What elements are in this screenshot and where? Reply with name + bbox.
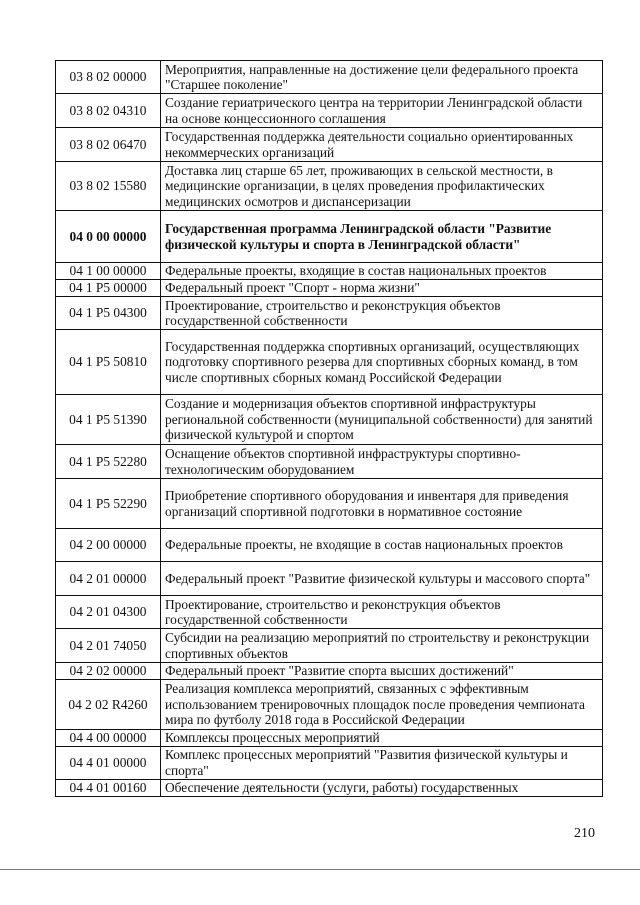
row-name: Федеральные проекты, входящие в состав национальных проектов: [161, 263, 603, 280]
row-name: Государственная поддержка спортивных организаций, осуществляющих подготовку спортивного резерва для спортивных сборных команд, в том числе спортивных сборных команд Российской Федерации: [161, 330, 603, 395]
row-name: Федеральный проект "Развитие спорта высших достижений": [161, 663, 603, 680]
row-code: 04 1 P5 52290: [56, 479, 161, 529]
table-row: [56, 162, 603, 211]
budget-classification-table: [55, 60, 603, 797]
table-row: [56, 746, 603, 779]
row-code: 04 2 01 74050: [56, 629, 161, 663]
row-code: 04 4 01 00000: [56, 746, 161, 779]
table-row: [56, 128, 603, 162]
row-name: Доставка лиц старше 65 лет, проживающих в сельской местности, в медицинские организации, в целях проведения профилактических медицинских осмотров и диспансеризации: [161, 162, 603, 211]
table-row: [56, 663, 603, 680]
table-row: [56, 680, 603, 730]
table-row: [56, 94, 603, 128]
row-code: 04 2 02 00000: [56, 663, 161, 680]
row-code: 04 1 00 00000: [56, 263, 161, 280]
row-name: Федеральный проект "Развитие физической культуры и массового спорта": [161, 562, 603, 596]
row-name: Субсидии на реализацию мероприятий по строительству и реконструкции спортивных объектов: [161, 629, 603, 663]
row-code: 03 8 02 04310: [56, 94, 161, 128]
row-code: 04 1 P5 00000: [56, 280, 161, 297]
row-name: Оснащение объектов спортивной инфраструктуры спортивно-технологическим оборудованием: [161, 445, 603, 479]
row-code: 04 2 00 00000: [56, 529, 161, 562]
table-row: [56, 629, 603, 663]
row-code: 04 0 00 00000: [56, 211, 161, 263]
row-code: 04 1 P5 52280: [56, 445, 161, 479]
row-name: Государственная программа Ленинградской области "Развитие физической культуры и спорта в Ленинградской области": [161, 211, 603, 263]
table-row: [56, 211, 603, 263]
table-row: [56, 730, 603, 747]
row-name: Федеральный проект "Спорт - норма жизни": [161, 280, 603, 297]
row-code: 03 8 02 00000: [56, 61, 161, 94]
table-row: [56, 529, 603, 562]
page-number: 210: [574, 826, 595, 841]
row-code: 04 1 P5 04300: [56, 297, 161, 330]
table-row: [56, 395, 603, 445]
row-code: 04 2 01 04300: [56, 596, 161, 629]
table-row: [56, 280, 603, 297]
table-row: [56, 479, 603, 529]
row-name: Обеспечение деятельности (услуги, работы) государственных: [161, 779, 603, 796]
row-name: Реализация комплекса мероприятий, связанных с эффективным использованием тренировочных площадок после проведения чемпионата мира по футболу 2018 года в Российской Федерации: [161, 680, 603, 730]
row-code: 03 8 02 15580: [56, 162, 161, 211]
row-name: Федеральные проекты, не входящие в состав национальных проектов: [161, 529, 603, 562]
row-code: 03 8 02 06470: [56, 128, 161, 162]
row-code: 04 4 01 00160: [56, 779, 161, 796]
row-name: Проектирование, строительство и реконструкция объектов государственной собственности: [161, 596, 603, 629]
table-row: [56, 596, 603, 629]
row-code: 04 4 00 00000: [56, 730, 161, 747]
table-row: [56, 61, 603, 94]
row-name: Государственная поддержка деятельности социально ориентированных некоммерческих организаций: [161, 128, 603, 162]
row-name: Комплексы процессных мероприятий: [161, 730, 603, 747]
table-row: [56, 562, 603, 596]
row-code: 04 2 01 00000: [56, 562, 161, 596]
row-name: Создание гериатрического центра на территории Ленинградской области на основе концессионного соглашения: [161, 94, 603, 128]
table-row: [56, 330, 603, 395]
row-name: Комплекс процессных мероприятий "Развития физической культуры и спорта": [161, 746, 603, 779]
row-code: 04 1 P5 51390: [56, 395, 161, 445]
table-row: [56, 297, 603, 330]
table-row: [56, 779, 603, 796]
table-row: [56, 445, 603, 479]
row-name: Мероприятия, направленные на достижение цели федерального проекта "Старшее поколение": [161, 61, 603, 94]
row-name: Приобретение спортивного оборудования и инвентаря для приведения организаций спортивной подготовки в нормативное состояние: [161, 479, 603, 529]
table-row: [56, 263, 603, 280]
row-code: 04 2 02 R4260: [56, 680, 161, 730]
row-name: Проектирование, строительство и реконструкция объектов государственной собственности: [161, 297, 603, 330]
row-name: Создание и модернизация объектов спортивной инфраструктуры региональной собственности (муниципальной собственности) для занятий физической культурой и спортом: [161, 395, 603, 445]
scan-edge-line: [0, 869, 640, 870]
row-code: 04 1 P5 50810: [56, 330, 161, 395]
